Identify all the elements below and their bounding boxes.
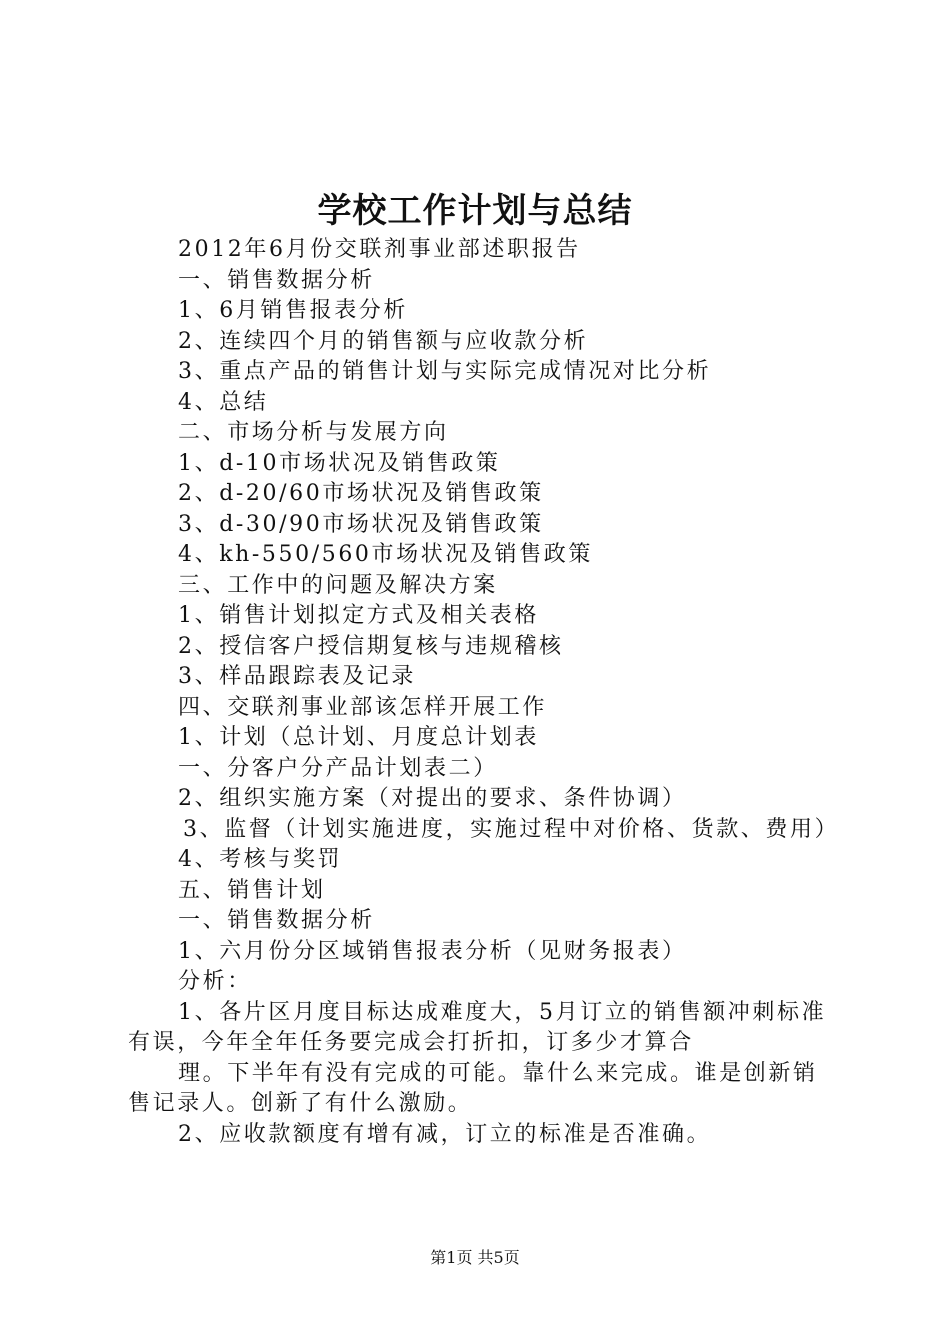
list-item: 2、授信客户授信期复核与违规稽核: [178, 633, 564, 659]
list-item: 4、总结: [178, 389, 269, 415]
section-heading: 一、销售数据分析: [178, 267, 375, 293]
list-item: 1、六月份分区域销售报表分析（见财务报表）: [178, 938, 687, 964]
list-item: 3、d-30/90市场状况及销售政策: [178, 511, 544, 537]
section-heading: 三、工作中的问题及解决方案: [178, 572, 498, 598]
list-item: 1、6月销售报表分析: [178, 298, 408, 323]
list-item: 2、d-20/60市场状况及销售政策: [178, 481, 544, 506]
paragraph: 1、各片区月度目标达成难度大，5月订立的销售额冲刺标准有误，今年全年任务要完成会打折扣，订多少才算合: [128, 999, 827, 1055]
document-body: [128, 235, 840, 1150]
list-item: 4、考核与奖罚: [178, 847, 343, 872]
page-footer: 第1页 共5页: [430, 1248, 520, 1267]
list-item: 3、重点产品的销售计划与实际完成情况对比分析: [178, 359, 712, 384]
paragraph: 理。下半年有没有完成的可能。靠什么来完成。谁是创新销售记录人。创新了有什么激励。: [128, 1060, 818, 1116]
list-item: 4、kh-550/560市场状况及销售政策: [178, 542, 593, 567]
list-item: 3、样品跟踪表及记录: [178, 664, 416, 689]
list-item: 1、d-10市场状况及销售政策: [178, 450, 501, 476]
analysis-label: 分析：: [178, 969, 252, 994]
paragraph: 2、应收款额度有增有减，订立的标准是否准确。: [178, 1121, 712, 1147]
list-item: 1、计划（总计划、月度总计划表: [178, 725, 539, 750]
list-item: 一、分客户分产品计划表二）: [178, 755, 498, 781]
document-title: 学校工作计划与总结: [317, 191, 633, 231]
report-heading: 2012年6月份交联剂事业部述职报告: [178, 237, 581, 262]
list-item: 2、连续四个月的销售额与应收款分析: [178, 328, 589, 354]
section-heading: 二、市场分析与发展方向: [178, 420, 449, 445]
list-item: 3、监督（计划实施进度，实施过程中对价格、货款、费用）: [183, 816, 840, 842]
section-heading: 四、交联剂事业部该怎样开展工作: [178, 694, 548, 720]
section-heading: 一、销售数据分析: [178, 908, 375, 933]
section-heading: 五、销售计划: [178, 877, 326, 903]
list-item: 1、销售计划拟定方式及相关表格: [178, 603, 539, 628]
list-item: 2、组织实施方案（对提出的要求、条件协调）: [178, 786, 687, 811]
